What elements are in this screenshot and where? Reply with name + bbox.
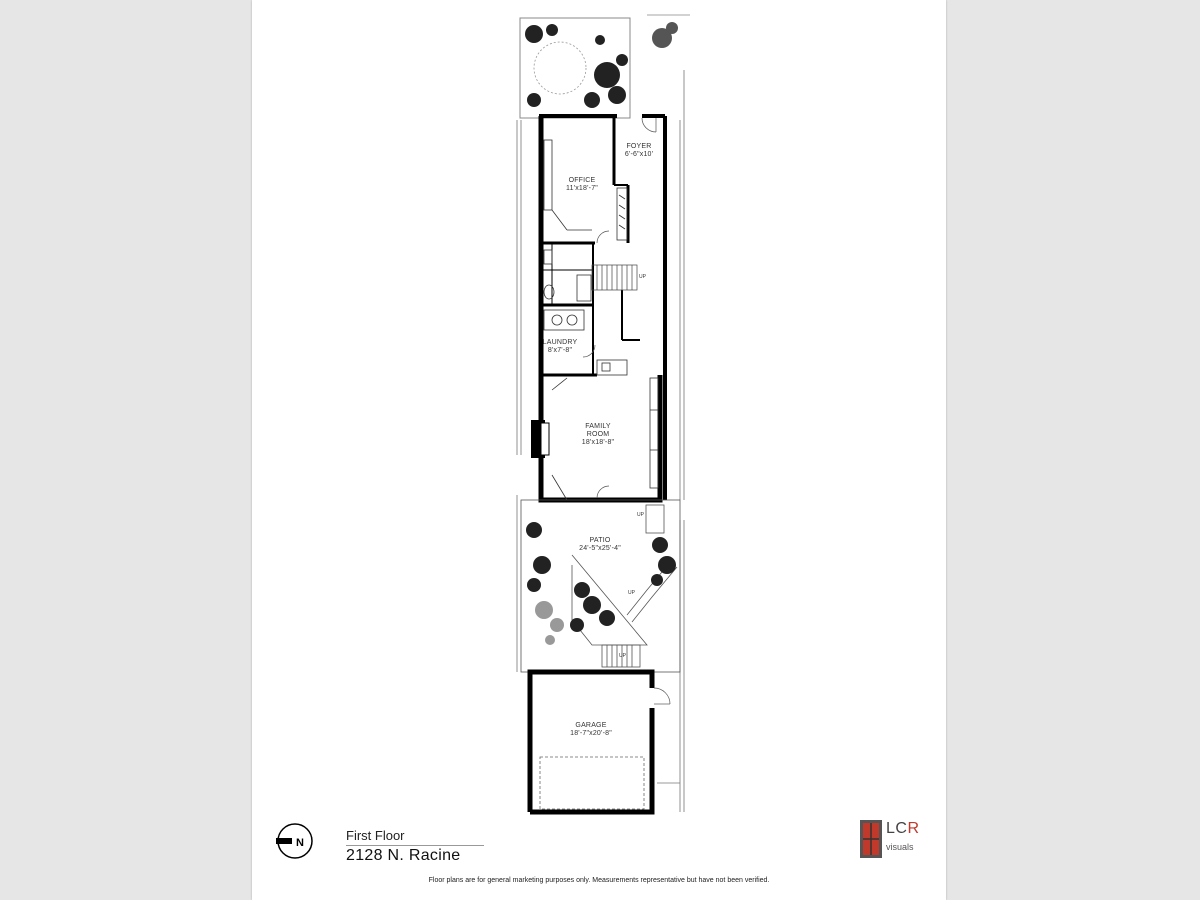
foyer-label	[614, 143, 664, 159]
patio-label	[568, 537, 632, 553]
up-marker-stair: UP	[639, 274, 646, 280]
logo-text-main: LC	[886, 820, 908, 837]
family-room-name-line2: ROOM	[586, 431, 610, 438]
office-name: OFFICE	[568, 177, 596, 184]
floor-plan-drawing	[252, 0, 946, 900]
garage-door	[540, 757, 644, 809]
patio-name: PATIO	[589, 537, 611, 544]
garage-name: GARAGE	[575, 722, 607, 729]
office-label	[554, 177, 610, 193]
up-marker-rear: UP	[637, 512, 644, 518]
compass-letter: N	[296, 837, 304, 849]
floor-name: First Floor	[346, 828, 405, 843]
patio-plants-light	[535, 601, 564, 645]
garage-walls	[530, 672, 652, 812]
laundry-dims: 8'x7'-8"	[547, 347, 573, 354]
up-marker-garage: UP	[619, 653, 626, 659]
foyer-name: FOYER	[626, 143, 652, 150]
logo-text-accent: R	[907, 820, 920, 837]
family-room-label	[570, 423, 626, 447]
family-room-name-line1: FAMILY	[585, 423, 611, 430]
family-room-dims: 18'x18'-8"	[581, 439, 615, 446]
floor-plan-sheet	[252, 0, 946, 900]
closet	[617, 188, 627, 240]
main-stair	[592, 265, 637, 290]
garage-dims: 18'-7"x20'-8"	[570, 730, 612, 737]
fireplace	[531, 420, 549, 458]
legend-divider	[346, 845, 484, 846]
logo-text	[886, 820, 920, 838]
bath-fixtures	[544, 250, 591, 330]
up-marker-patio: UP	[628, 590, 635, 596]
patio-dims: 24'-5"x25'-4"	[579, 545, 621, 552]
front-garden	[520, 15, 690, 118]
company-logo	[860, 820, 922, 860]
office-dims: 11'x18'-7"	[566, 185, 598, 192]
patio	[521, 500, 680, 672]
laundry-label	[540, 339, 580, 355]
garage-label	[559, 722, 623, 738]
foyer-dims: 6'-6"x10'	[624, 151, 654, 158]
laundry-name: LAUNDRY	[542, 339, 578, 346]
disclaimer: Floor plans are for general marketing purposes only. Measurements representative but have not been verified.	[428, 877, 770, 884]
north-arrow-icon	[276, 822, 314, 860]
logo-mark-icon	[860, 820, 882, 858]
laundry-fixtures	[597, 360, 627, 375]
logo-subtext: visuals	[886, 842, 914, 852]
legend	[276, 822, 476, 870]
address: 2128 N. Racine	[346, 847, 461, 864]
